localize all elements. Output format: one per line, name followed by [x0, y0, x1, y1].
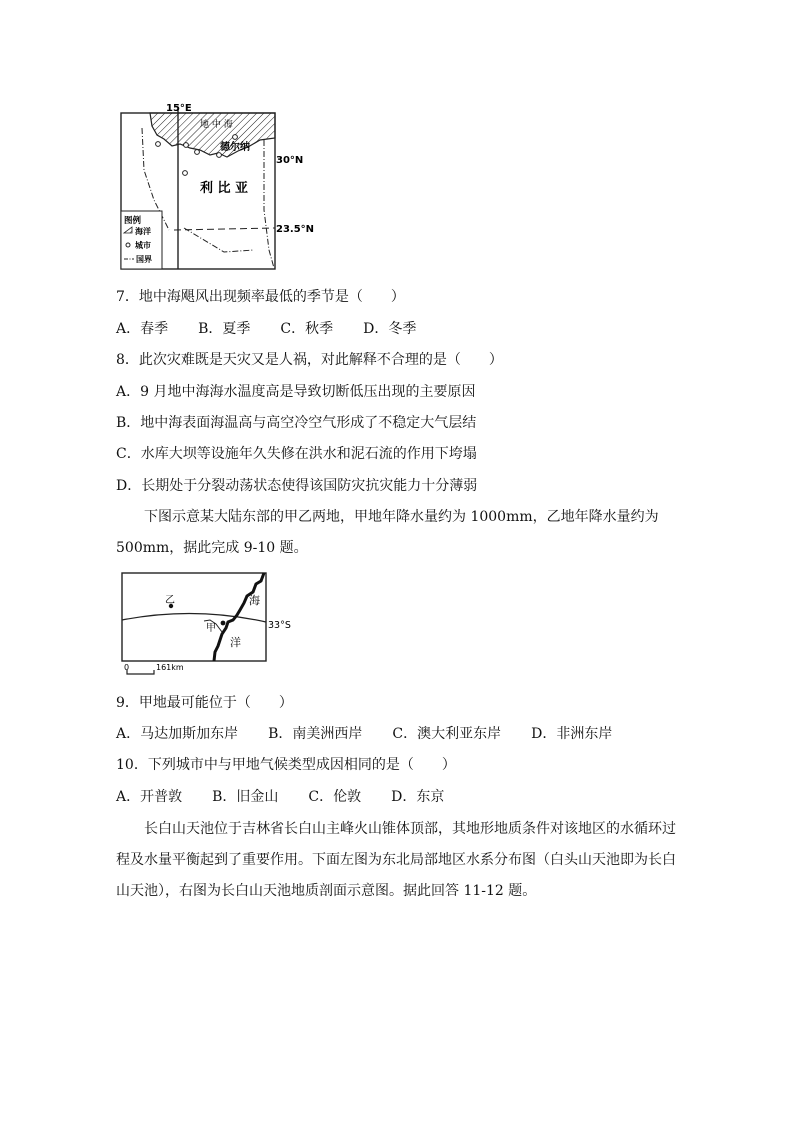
intro2-line1: 下图示意某大陆东部的甲乙两地，甲地年降水量约为 1000mm，乙地年降水量约为 — [144, 509, 659, 525]
q10-option-a: A．开普敦 — [116, 789, 183, 805]
city-marker — [156, 142, 161, 147]
jia-label: 甲 — [206, 623, 216, 634]
q10-option-c: C．伦敦 — [308, 789, 362, 805]
q9-option-d: D．非洲东岸 — [531, 726, 613, 742]
q7-option-d: D．冬季 — [363, 321, 417, 337]
scale-label: 161km — [156, 663, 184, 672]
city-marker — [233, 135, 238, 140]
q7-stem: 7．地中海飓风出现频率最低的季节是（ ） — [116, 289, 405, 305]
q9-option-b: B．南美洲西岸 — [268, 726, 363, 742]
intro3-line1: 长白山天池位于吉林省长白山主峰火山锥体顶部，其地形地质条件对该地区的水循环过 — [144, 821, 676, 837]
yi-label: 乙 — [165, 595, 175, 606]
q8-stem: 8．此次灾难既是天灾又是人祸，对此解释不合理的是（ ） — [116, 352, 503, 368]
city-label-derna: 德尔纳 — [220, 142, 250, 153]
scale-bar — [127, 670, 154, 674]
scale-zero: 0 — [124, 663, 130, 672]
legend-city-label: 城市 — [135, 241, 151, 250]
jia-point — [221, 621, 226, 626]
country-label: 利 比 亚 — [200, 181, 249, 196]
city-marker — [184, 143, 189, 148]
q9-stem: 9．甲地最可能位于（ ） — [116, 695, 293, 711]
q10-option-d: D．东京 — [391, 789, 445, 805]
q9-option-a: A．马达加斯加东岸 — [116, 726, 239, 742]
city-marker — [195, 150, 200, 155]
intro3-line3: 山天池），右图为长白山天池地质剖面示意图。据此回答 11-12 题。 — [116, 883, 537, 899]
city-marker — [217, 153, 222, 158]
legend-city-icon — [126, 243, 130, 247]
meridian-label: 15°E — [166, 103, 192, 114]
sea-label: 地 中 海 — [200, 120, 233, 130]
q8-option-a: A．9 月地中海海水温度高是导致切断低压出现的主要原因 — [116, 384, 476, 400]
legend-border-label: 国界 — [136, 255, 152, 264]
legend-title: 图例 — [124, 216, 142, 226]
city-marker — [183, 171, 188, 176]
q10-stem: 10．下列城市中与甲地气候类型成因相同的是（ ） — [116, 757, 456, 773]
sea-label: 海 — [249, 594, 260, 607]
q8-option-c: C．水库大坝等设施年久失修在洪水和泥石流的作用下垮塌 — [116, 446, 477, 462]
legend-sea-label: 海洋 — [135, 227, 151, 236]
q7-option-a: A．春季 — [116, 321, 169, 337]
q10-option-b: B．旧金山 — [212, 789, 279, 805]
libya-map — [114, 100, 320, 274]
jia-yi-map — [116, 566, 300, 678]
q10-options — [116, 787, 474, 807]
q8-option-d: D．长期处于分裂动荡状态使得该国防灾抗灾能力十分薄弱 — [116, 478, 478, 494]
q9-option-c: C．澳大利亚东岸 — [392, 726, 502, 742]
q8-option-b: B．地中海表面海温高与高空冷空气形成了不稳定大气层结 — [116, 415, 477, 431]
q7-option-b: B．夏季 — [198, 321, 251, 337]
intro3-line2: 程及水量平衡起到了重要作用。下面左图为东北局部地区水系分布图（白头山天池即为长白 — [116, 852, 676, 868]
lat30-label: 30°N — [276, 155, 304, 166]
q7-option-c: C．秋季 — [280, 321, 334, 337]
intro2-line2: 500mm，据此完成 9-10 题。 — [116, 540, 308, 556]
q9-options — [116, 724, 642, 744]
ocean-label: 洋 — [230, 636, 241, 649]
tropic-label: 23.5°N — [276, 224, 315, 235]
q7-options — [116, 319, 446, 339]
lat-33s-label: 33°S — [268, 620, 291, 631]
